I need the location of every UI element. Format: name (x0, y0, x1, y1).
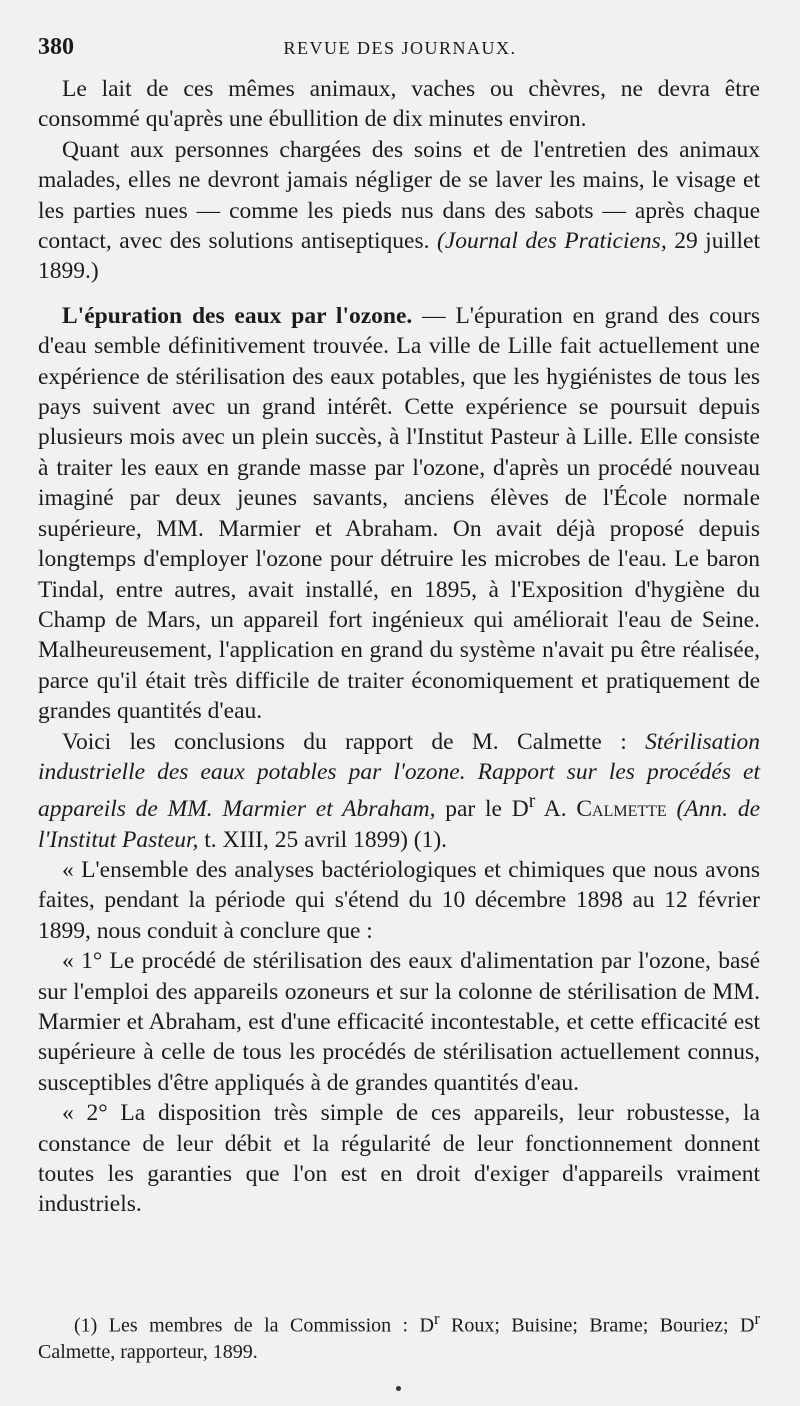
paragraph (38, 727, 760, 855)
journal-name: (Ann. de l'Institut Pasteur, (38, 796, 760, 853)
page-number: 380 (38, 34, 74, 60)
footnote-text: Calmette, rapporteur, 1899. (38, 1340, 258, 1363)
paragraph-text: par le D (435, 796, 529, 823)
body-text (38, 74, 760, 1220)
footnote-text: (1) Les membres de la Commission : D (74, 1314, 434, 1337)
paragraph (38, 135, 760, 287)
report-title: Stérilisation industrielle des eaux potables par l'ozone. Rapport sur les procédés et appareils de MM. Marmier et Abraham, (38, 728, 760, 823)
superscript: r (528, 791, 536, 813)
paragraph-text: — L'épuration en grand des cours d'eau semble définitivement trouvée. La ville de Lille fait actuellement une expérience de stérilisation des eaux potables, que les hygiénistes de tous les pays suivent avec un grand intérêt. Cette expérience se poursuit depuis plusieurs mois avec un plein succès, à l'Institut Pasteur à Lille. Elle consiste à traiter les eaux en grande masse par l'ozone, d'après un procédé nouveau imaginé par deux jeunes savants, anciens élèves de l'École normale supérieure, MM. Marmier et Abraham. On avait déjà proposé depuis longtemps d'employer l'ozone pour détruire les microbes de l'eau. Le baron Tindal, entre autres, avait installé, en 1895, à l'Exposition d'hygiène du Champ de Mars, un appareil fort ingénieux qui améliorait l'eau de Seine. Malheureusement, l'application en grand du système n'avait pu être réalisée, parce qu'il était très difficile de traiter économiquement et pratiquement de grandes quantités d'eau. (38, 302, 760, 725)
paragraph-text: t. XIII, 25 avril 1899) (1). (198, 826, 448, 853)
footnote-text: Roux; Buisine; Brame; Bouriez; D (439, 1314, 755, 1337)
paragraph: Le lait de ces mêmes animaux, vaches ou chèvres, ne devra être consommé qu'après une ébullition de dix minutes environ. (38, 76, 760, 133)
paragraph (38, 301, 760, 727)
running-title: REVUE DES JOURNAUX. (283, 38, 517, 58)
author-name: A. Calmette (535, 796, 667, 823)
footnote (38, 1306, 760, 1365)
citation-source: (Journal des Praticiens, (437, 228, 667, 255)
quote-paragraph: « 2° La disposition très simple de ces appareils, leur robustesse, la constance de leur débit et la régularité de leur fonctionnement donnent toutes les garanties que l'on est en droit d'exiger d'appareils vraiment industriels. (38, 1100, 760, 1218)
quote-paragraph: « 1° Le procédé de stérilisation des eaux d'alimentation par l'ozone, basé sur l'emploi des appareils ozoneurs et sur la colonne de stérilisation de MM. Marmier et Abraham, est d'une efficacité incontestable, et cette efficacité est supérieure à celle de tous les procédés de stérilisation actuellement connus, susceptibles d'être appliqués à de grandes quantités d'eau. (38, 948, 760, 1096)
citation-date: 29 juillet 1899.) (38, 228, 761, 285)
paragraph-text: Quant aux personnes chargées des soins et de l'entretien des animaux malades, elles ne devront jamais négliger de se laver les mains, le visage et les parties nues — comme les pieds nus dans des sabots — après chaque contact, avec des solutions antiseptiques. (38, 136, 760, 255)
superscript: r (434, 1309, 440, 1328)
print-mark (396, 1386, 401, 1391)
superscript: r (754, 1309, 761, 1328)
section-heading: L'épuration des eaux par l'ozone. (62, 302, 413, 329)
page-header (38, 30, 762, 64)
quote-paragraph: « L'ensemble des analyses bactériologiques et chimiques que nous avons faites, pendant la période qui s'étend du 10 décembre 1898 au 12 février 1899, nous conduit à conclure que : (38, 856, 760, 944)
paragraph-text: Voici les conclusions du rapport de M. Calmette : (62, 728, 646, 755)
